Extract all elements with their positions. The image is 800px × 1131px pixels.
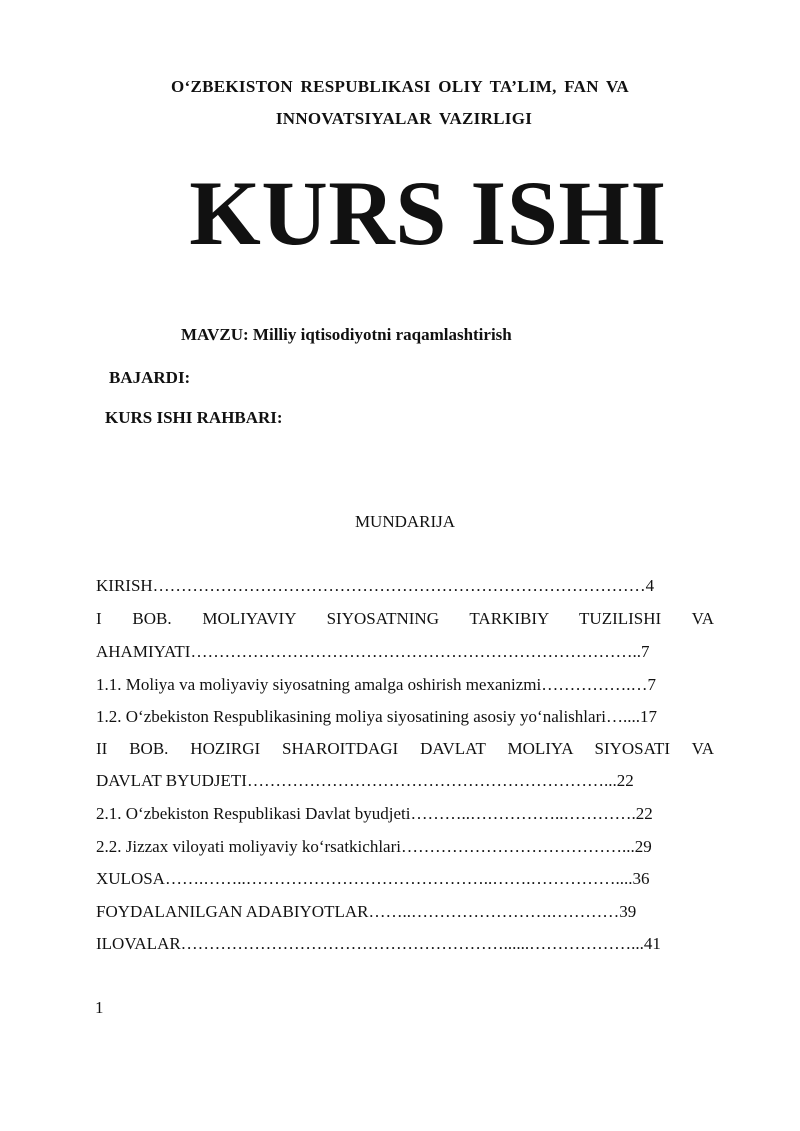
toc-entry: KIRISH……………………………………………………………………………4: [96, 576, 655, 595]
supervisor-label: KURS ISHI RAHBARI:: [105, 408, 283, 427]
toc-entry: 1.2. O‘zbekiston Respublikasining moliya siyosatining asosiy yo‘nalishlari…....17: [96, 707, 657, 726]
toc-entry: I BOB. MOLIYAVIY SIYOSATNING TARKIBIY TUZILISHI VA: [96, 609, 714, 628]
toc-entry: II BOB. HOZIRGI SHAROITDAGI DAVLAT MOLIYA SIYOSATI VA: [96, 739, 714, 758]
document-title: KURS ISHI: [189, 162, 667, 264]
ministry-name-line-2: INNOVATSIYALAR VAZIRLIGI: [275, 109, 533, 128]
topic-line: MAVZU: Milliy iqtisodiyotni raqamlashtirish: [181, 325, 512, 344]
toc-heading: MUNDARIJA: [354, 512, 456, 531]
toc-entry: DAVLAT BYUDJETI………………………………………………………...22: [96, 771, 634, 790]
author-label: BAJARDI:: [109, 368, 191, 387]
page-number: 1: [95, 998, 104, 1017]
ministry-name-line-1: O‘ZBEKISTON RESPUBLIKASI OLIY TA’LIM, FAN VA: [170, 77, 630, 96]
toc-entry: XULOSA…….……..……………………………………..…….……………....36: [96, 869, 650, 888]
toc-entry: 1.1. Moliya va moliyaviy siyosatning amalga oshirish mexanizmi…………….…7: [96, 675, 656, 694]
toc-entry: 2.2. Jizzax viloyati moliyaviy ko‘rsatkichlari…………………………………...29: [96, 837, 652, 856]
toc-entry: AHAMIYATI……………………………………………………………………..7: [96, 642, 650, 661]
toc-entry: ILOVALAR…………………………………………………......………………...41: [96, 934, 661, 953]
toc-entry: 2.1. O‘zbekiston Respublikasi Davlat byudjeti………..……………..………….22: [96, 804, 653, 823]
toc-entry: FOYDALANILGAN ADABIYOTLAR……..…………………….…………39: [96, 902, 637, 921]
